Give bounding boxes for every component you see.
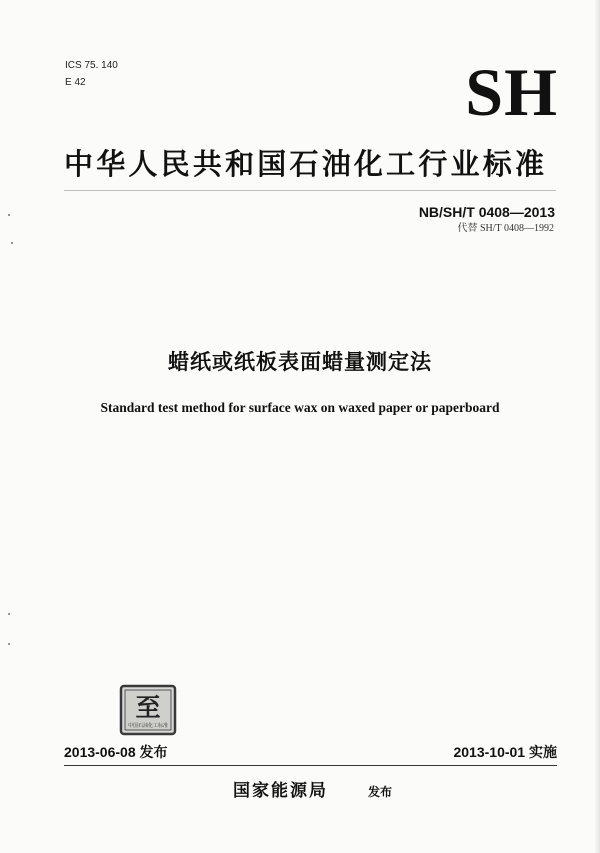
- seal-caption: 中国石油化工标准: [127, 723, 169, 729]
- sh-logo: SH: [465, 54, 558, 130]
- scan-speck: [8, 214, 10, 216]
- classification-code: E 42: [65, 77, 86, 88]
- document-title-english: Standard test method for surface wax on waxed paper or paperboard: [100, 400, 500, 415]
- footer-divider: [64, 765, 557, 766]
- ics-code: ICS 75. 140: [65, 60, 118, 71]
- replaces-note: 代替 SH/T 0408—1992: [457, 223, 554, 234]
- scan-speck: [11, 242, 13, 244]
- standard-category-title: 中华人民共和国石油化工行业标准: [64, 147, 544, 181]
- page-edge: [594, 0, 600, 853]
- seal-stamp: [119, 684, 177, 736]
- scan-speck: [8, 613, 10, 615]
- seal-glyph: 至: [135, 693, 161, 722]
- scan-speck: [8, 643, 10, 645]
- document-title-chinese: 蜡纸或纸板表面蜡量测定法: [168, 350, 432, 374]
- publisher-suffix: 发布: [368, 785, 393, 799]
- issue-date: 2013-06-08 发布: [64, 744, 168, 760]
- implementation-date: 2013-10-01 实施: [453, 744, 557, 760]
- standard-number: NB/SH/T 0408—2013: [418, 204, 555, 220]
- header-divider: [64, 190, 556, 191]
- publisher-name: 国家能源局: [233, 781, 328, 801]
